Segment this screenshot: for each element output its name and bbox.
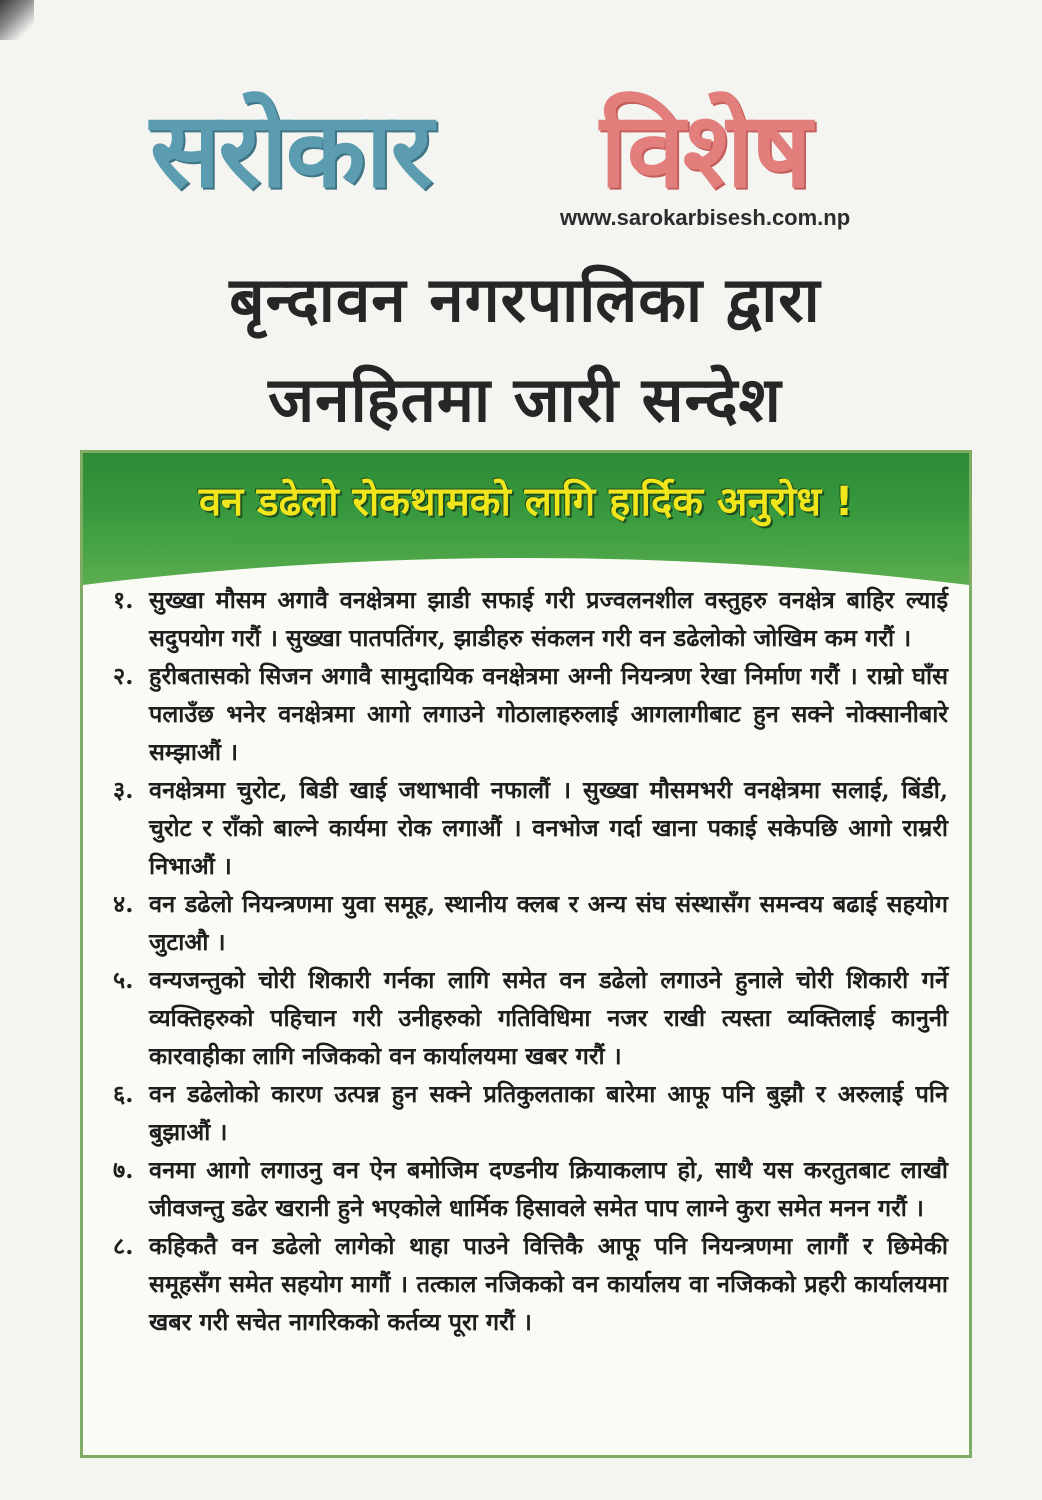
- list-item-text: वन डढेलोको कारण उत्पन्न हुन सक्ने प्रतिकुलताका बारेमा आफू पनि बुझौ र अरुलाई पनि बुझाऔं ।: [149, 1080, 948, 1146]
- list-item-number: ७.: [113, 1156, 134, 1184]
- list-item: [113, 771, 948, 885]
- list-item-text: वनमा आगो लगाउनु वन ऐन बमोजिम दण्डनीय क्रियाकलाप हो, साथै यस करतुतबाट लाखौ जीवजन्तु डढेर खरानी हुने भएकोले धार्मिक हिसावले समेत पाप लाग्ने कुरा समेत मनन गरौं ।: [149, 1156, 948, 1222]
- list-item-number: ५.: [113, 966, 134, 994]
- list-item: [113, 581, 948, 657]
- list-item-text: कहिकतै वन डढेलो लागेको थाहा पाउने वित्तिकै आफू पनि नियन्त्रणमा लागौं र छिमेकी समूहसँग समेत सहयोग मागौं । तत्काल नजिकको वन कार्यालय वा नजिकको प्रहरी कार्यालयमा खबर गरी सचेत नागरिकको कर्तव्य पूरा गरौं ।: [149, 1232, 948, 1336]
- masthead-name-part2: विशेष: [600, 89, 810, 211]
- list-item: [113, 885, 948, 961]
- notice-panel: [80, 450, 972, 1458]
- list-item-number: १.: [113, 586, 134, 614]
- list-item-number: ८.: [113, 1232, 134, 1260]
- list-item-number: ६.: [113, 1080, 134, 1108]
- page-corner-shadow: [0, 0, 34, 40]
- list-item: [113, 657, 948, 771]
- list-item: [113, 1151, 948, 1227]
- list-item-text: वन डढेलो नियन्त्रणमा युवा समूह, स्थानीय क्लब र अन्य संघ संस्थासँग समन्वय बढाई सहयोग जुटाऔ ।: [149, 890, 948, 956]
- masthead-url: www.sarokarbisesh.com.np: [560, 205, 851, 230]
- headline-line2: जनहितमा जारी सन्देश: [268, 363, 782, 436]
- list-item-text: वन्यजन्तुको चोरी शिकारी गर्नका लागि समेत वन डढेलो लगाउने हुनाले चोरी शिकारी गर्ने व्यक्तिहरुको पहिचान गरी उनीहरुको गतिविधिमा नजर राखी त्यस्ता व्यक्तिलाई कानुनी कारवाहीका लागि नजिकको वन कार्यालयमा खबर गरौं ।: [149, 966, 948, 1070]
- masthead-logo: [150, 80, 890, 230]
- list-item-number: २.: [113, 662, 134, 690]
- list-item: [113, 1075, 948, 1151]
- list-item-text: हुरीबतासको सिजन अगावै सामुदायिक वनक्षेत्रमा अग्नी नियन्त्रण रेखा निर्माण गरौं । राम्रो घाँस पलाउँछ भनेर वनक्षेत्रमा आगो लगाउने गोठालाहरुलाई आगलागीबाट हुन सक्ने नोक्सानीबारे सम्झाऔं ।: [149, 662, 948, 766]
- list-item-text: सुख्खा मौसम अगावै वनक्षेत्रमा झाडी सफाई गरी प्रज्वलनशील वस्तुहरु वनक्षेत्र बाहिर ल्याई सदुपयोग गरौं । सुख्खा पातपतिंगर, झाडीहरु संकलन गरी वन डढेलोको जोखिम कम गरौं ।: [149, 586, 948, 652]
- list-item-number: ४.: [113, 890, 134, 918]
- headline-line1: बृन्दावन नगरपालिका द्वारा: [229, 263, 821, 336]
- list-item: [113, 1227, 948, 1341]
- notice-banner-title: वन डढेलो रोकथामको लागि हार्दिक अनुरोध !: [198, 479, 854, 525]
- list-item-text: वनक्षेत्रमा चुरोट, बिडी खाई जथाभावी नफालौं । सुख्खा मौसमभरी वनक्षेत्रमा सलाई, बिंडी, चुरोट र राँको बाल्ने कार्यमा रोक लगाऔं । वनभोज गर्दा खाना पकाई सकेपछि आगो राम्ररी निभाऔं ।: [149, 776, 948, 880]
- notice-list: [113, 581, 948, 1341]
- list-item-number: ३.: [113, 776, 134, 804]
- masthead-name-part1: सरोकार: [150, 89, 432, 211]
- list-item: [113, 961, 948, 1075]
